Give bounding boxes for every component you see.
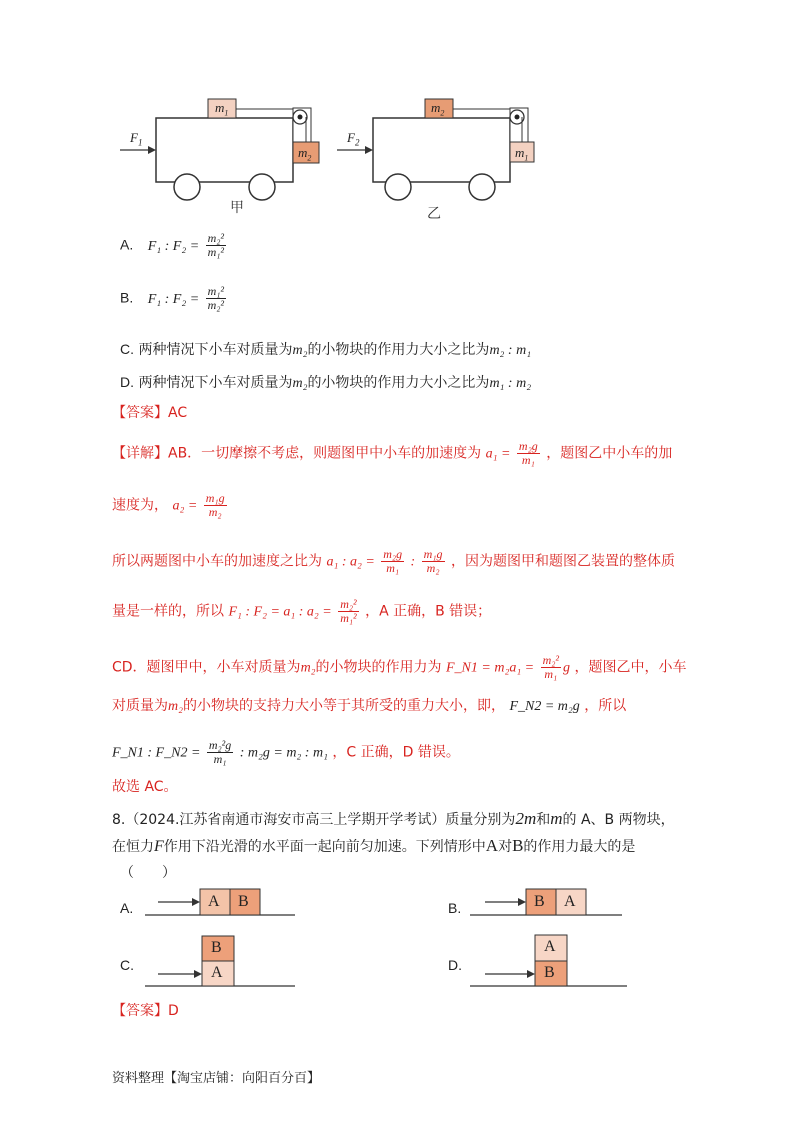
detail-para-3: 所以两题图中小车的加速度之比为 a₁ : a₂ = $\frac{\text{m₂g}}{\text{m₁}}$ : $\frac{\text{m₁g}}{\text{m₂}}$ ，因为题图甲和题图乙装置的整体质 — [112, 547, 675, 575]
force-f1-label: $F_1$ — [130, 130, 143, 148]
detail-para-2: 速度为， a₂ = $\frac{\text{m₁g}}{\text{m₂}}$ — [112, 491, 225, 519]
q8-d-block-bottom: B — [544, 964, 555, 981]
block-m1-label-yi: $m_1$ — [515, 145, 529, 163]
question-8-line-1: 8.（2024.江苏省南通市海安市高三上学期开学考试）质量分别为2m和m的 A、B 两物块， — [112, 809, 675, 828]
block-m1-label-jia: $m_1$ — [215, 100, 229, 118]
detail-para-7: F_N1 : F_N2 = $\frac{\text{m₂²g}}{\text{m₁}}$ : m₂g = m₂ : m₁ ，C 正确，D 错误。 — [112, 738, 460, 766]
force-f2-label: $F_2$ — [347, 130, 360, 148]
q8-diagram-a — [145, 889, 295, 915]
answer-q8: 【答案】D — [112, 1003, 179, 1019]
detail-para-1: 【详解】AB．一切摩擦不考虑，则题图甲中小车的加速度为 a₁ = $\frac{\text{m₂g}}{\text{m₁}}$ ，题图乙中小车的加 — [112, 439, 673, 467]
question-8-line-3: （ ） — [120, 865, 176, 881]
option-a-q8-label: A. — [120, 900, 134, 916]
footer-text: 资料整理【淘宝店铺：向阳百分百】 — [112, 1071, 321, 1086]
q8-c-block-top: B — [211, 939, 222, 956]
detail-para-6: 对质量为m₂的小物块的支持力大小等于其所受的重力大小，即， F_N2 = m₂g ，所以 — [112, 698, 627, 714]
q8-a-block-2: B — [238, 893, 249, 910]
option-c-q8-label: C. — [120, 957, 134, 973]
caption-yi: 乙 — [427, 206, 441, 222]
block-m2-label-yi: $m_2$ — [431, 100, 445, 118]
option-d-q8-label: D. — [448, 957, 462, 973]
caption-jia: 甲 — [230, 200, 244, 216]
option-b-q8-label: B. — [448, 900, 462, 916]
detail-para-8: 故选 AC。 — [112, 779, 178, 795]
q8-diagram-b — [470, 889, 622, 915]
q8-b-block-2: A — [564, 893, 576, 910]
option-c-q7: C. 两种情况下小车对质量为m₂的小物块的作用力大小之比为m₂ : m₁ — [120, 341, 532, 358]
answer-q7: 【答案】AC — [112, 405, 188, 421]
q8-d-block-top: A — [544, 938, 556, 955]
q8-c-block-bottom: A — [211, 964, 223, 981]
q8-b-block-1: B — [534, 893, 545, 910]
detail-para-5: CD．题图甲中，小车对质量为m₂的小物块的作用力为 F_N1 = m₂a₁ = $\frac{\text{m₂²}}{\text{m₁}}$ g ，题图乙中，小车 — [112, 653, 687, 681]
question-8-line-2: 在恒力F作用下沿光滑的水平面一起向前匀加速。下列情形中A对B的作用力最大的是 — [112, 836, 636, 855]
detail-para-4: 量是一样的，所以 F₁ : F₂ = a₁ : a₂ = $\frac{\text{m₂²}}{\text{m₁²}}$ ，A 正确，B 错误； — [112, 597, 492, 625]
option-d-q7: D. 两种情况下小车对质量为m₂的小物块的作用力大小之比为m₁ : m₂ — [120, 374, 532, 391]
cart-diagrams — [110, 90, 570, 230]
q8-a-block-1: A — [208, 893, 220, 910]
option-b-q7: B. F₁ : F₂ = $\frac{\text{m₁²}}{\text{m₂²}}$ — [120, 284, 225, 312]
block-m2-label-jia: $m_2$ — [298, 145, 312, 163]
option-a-q7: A. F₁ : F₂ = $\frac{\text{m₂²}}{\text{m₁²}}$ — [120, 231, 225, 259]
